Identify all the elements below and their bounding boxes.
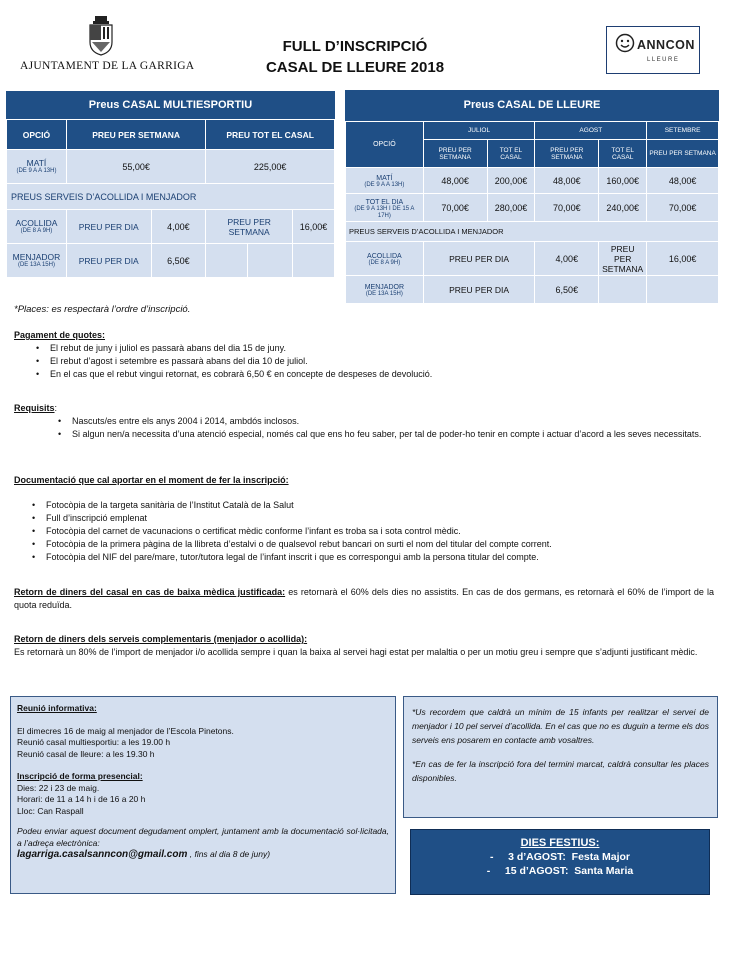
requirements-section <box>14 402 714 441</box>
logo-name: ANNCON <box>637 38 695 52</box>
title-line-1: FULL D’INSCRIPCIÓ <box>282 38 428 55</box>
menjador-day-price: 6,50€ <box>535 276 599 304</box>
month-agost: AGOST <box>535 122 647 140</box>
holiday-item: - 15 d’AGOST: Santa Maria <box>486 865 634 877</box>
section-heading: Requisits: <box>14 403 58 413</box>
mati-price: 48,00€ <box>647 168 719 194</box>
acollida-day-label: PREU PER DIA <box>423 242 535 276</box>
list-item: • Fotocòpia del NIF del pare/mare, tutor/tutora legal de l’infant inscrit i que es correspongui amb la persona titular del compte. <box>46 551 714 564</box>
tot-price: 70,00€ <box>535 194 599 222</box>
anncon-logo <box>606 26 700 74</box>
reminder-box <box>403 696 718 818</box>
col-option: OPCIÓ <box>7 120 67 150</box>
month-setembre: SETEMBRE <box>647 122 719 140</box>
list-item: • Nascuts/es entre els anys 2004 i 2014, ambdós inclosos. <box>72 415 714 428</box>
menjador-day-price: 6,50€ <box>151 244 206 278</box>
acollida-day-price: 4,00€ <box>151 210 206 244</box>
list-item: • Si algun nen/a necessita d’una atenció especial, només cal que ens ho feu saber, per tal de poder-ho tenir en compte i actuar d’acord a les seves necessitats. <box>72 428 714 441</box>
meeting-line: Reunió casal multiesportiu: a les 19.00 h <box>17 737 171 747</box>
late-registration-text: *En cas de fer la inscripció fora del termini marcat, caldrà consultar les places disponibles. <box>412 759 709 783</box>
section-heading: Retorn de diners dels serveis complementaris (menjador o acollida): <box>14 634 308 644</box>
row-acollida-label: ACOLLIDA (DE 8 A 9H) <box>7 210 67 244</box>
page-title <box>230 36 480 78</box>
tot-price: 240,00€ <box>599 194 647 222</box>
lleure-price-table <box>345 90 719 304</box>
col-total: PREU TOT EL CASAL <box>206 120 335 150</box>
acollida-day-label: PREU PER DIA <box>66 210 151 244</box>
list-item: • En el cas que el rebut vingui retornat, es cobrarà 6,50 € en concepte de despeses de devolució. <box>50 368 714 381</box>
month-juliol: JULIOL <box>423 122 535 140</box>
places-note: *Places: es respectarà l’ordre d’inscripció. <box>14 304 191 315</box>
multiesportiu-price-table <box>6 91 335 278</box>
acollida-week-price: 16,00€ <box>293 210 335 244</box>
refund-medical-section <box>14 586 714 612</box>
meeting-heading: Reunió informativa: <box>17 703 97 713</box>
tot-price: 70,00€ <box>647 194 719 222</box>
services-label: PREUS SERVEIS D’ACOLLIDA I MENJADOR <box>7 184 335 210</box>
section-text: es retornarà el 60% dels dies no assistits. En cas de dos germans, es retornarà el 60% de l’import de la quota reduïda. <box>14 587 715 610</box>
acollida-day-price: 4,00€ <box>535 242 599 276</box>
meeting-line: Reunió casal de lleure: a les 19.30 h <box>17 748 155 759</box>
list-item: • Fotocòpia de la targeta sanitària de l’Institut Català de la Salut <box>46 499 714 512</box>
holiday-item: - 3 d’AGOST: Festa Major <box>489 851 631 863</box>
empty-cell <box>206 244 248 278</box>
list-item: • Full d’inscripció emplenat <box>46 512 714 525</box>
row-acollida-label: ACOLLIDA (DE 8 A 9H) <box>346 242 424 276</box>
registration-hours: Horari: de 11 a 14 h i de 16 a 20 h <box>17 794 146 804</box>
sub-total: TOT EL CASAL <box>487 140 535 168</box>
list-item: • El rebut de juny i juliol es passarà abans del dia 15 de juny. <box>50 342 714 355</box>
sub-week: PREU PER SETMANA <box>423 140 487 168</box>
meeting-line: El dimecres 16 de maig al menjador de l’Escola Pinetons. <box>17 725 234 736</box>
title-line-2: CASAL DE LLEURE 2018 <box>265 59 445 76</box>
holidays-box <box>410 829 710 895</box>
registration-heading: Inscripció de forma presencial: <box>17 771 143 781</box>
council-name: AJUNTAMENT DE LA GARRIGA <box>20 60 195 72</box>
tot-price: 280,00€ <box>487 194 535 222</box>
sub-week: PREU PER SETMANA <box>535 140 599 168</box>
row-tot-label: TOT EL DIA (DE 9 A 13H I DE 15 A 17H) <box>346 194 424 222</box>
payment-section <box>14 329 714 381</box>
smiley-icon <box>615 33 635 53</box>
sub-week: PREU PER SETMANA <box>647 140 719 168</box>
coat-of-arms-icon <box>86 16 116 56</box>
mati-total-price: 225,00€ <box>206 150 335 184</box>
holidays-heading: DIES FESTIUS: <box>520 837 600 849</box>
empty-cell <box>293 244 335 278</box>
logo-subtitle: LLEURE <box>647 57 680 63</box>
section-heading: Pagament de quotes: <box>14 330 106 340</box>
reminder-text: *Us recordem que caldrà un mínim de 15 infants per realitzar el servei de menjador i 10 pel servei d’acollida. En el cas que no es duguin a terme els dos serveis ens posarem en contacte amb vosaltres. <box>412 707 709 745</box>
row-menjador-label: MENJADOR (DE 13A 15H) <box>346 276 424 304</box>
services-label: PREUS SERVEIS D’ACOLLIDA I MENJADOR <box>346 222 719 242</box>
col-week: PREU PER SETMANA <box>66 120 205 150</box>
empty-cell <box>647 276 719 304</box>
deadline-text: , fins al dia 8 de juny) <box>187 849 271 859</box>
acollida-week-label: PREU PER SETMANA <box>599 242 647 276</box>
refund-services-section <box>14 633 714 659</box>
table-title: Preus CASAL DE LLEURE <box>345 90 719 125</box>
empty-cell <box>248 244 293 278</box>
section-heading: Documentació que cal aportar en el moment de fer la inscripció: <box>14 475 289 485</box>
acollida-week-price: 16,00€ <box>647 242 719 276</box>
row-mati-label: MATÍ (DE 9 A A 13H) <box>346 168 424 194</box>
acollida-week-label: PREU PER SETMANA <box>206 210 293 244</box>
mati-price: 200,00€ <box>487 168 535 194</box>
table-title: Preus CASAL MULTIESPORTIU <box>6 91 335 119</box>
mati-price: 160,00€ <box>599 168 647 194</box>
menjador-day-label: PREU PER DIA <box>423 276 535 304</box>
list-item: • Fotocòpia de la primera pàgina de la llibreta d’estalvi o de qualsevol rebut bancari on surti el nom del titular del compte corrent. <box>46 538 714 551</box>
send-instructions: Podeu enviar aquest document degudament omplert, juntament amb la documentació sol·licitada, a l’adreça electrònica: <box>17 826 389 848</box>
menjador-day-label: PREU PER DIA <box>66 244 151 278</box>
sub-total: TOT EL CASAL <box>599 140 647 168</box>
email-link[interactable]: lagarriga.casalsanncon@gmail.com <box>17 849 188 860</box>
meeting-info-box <box>10 696 396 894</box>
mati-week-price: 55,00€ <box>66 150 205 184</box>
section-text: Es retornarà un 80% de l’import de menjador i/o acollida sempre i quan la baixa al servei hagi estat per malaltia o per un motiu greu i sempre que s’adjunti justificant mèdic. <box>14 647 698 657</box>
registration-place: Lloc: Can Raspall <box>17 805 84 816</box>
tot-price: 70,00€ <box>423 194 487 222</box>
email-line <box>17 849 389 861</box>
col-option: OPCIÓ <box>346 122 424 168</box>
list-item: • El rebut d’agost i setembre es passarà abans del dia 10 de juliol. <box>50 355 714 368</box>
mati-price: 48,00€ <box>535 168 599 194</box>
documentation-section <box>14 474 714 564</box>
list-item: • Fotocòpia del carnet de vacunacions o certificat mèdic conforme l’infant es troba sa i sota control mèdic. <box>46 525 714 538</box>
empty-cell <box>599 276 647 304</box>
section-heading: Retorn de diners del casal en cas de baixa mèdica justificada: <box>14 587 286 597</box>
registration-days: Dies: 22 i 23 de maig. <box>17 782 100 793</box>
row-mati-label: MATÍ (DE 9 A A 13H) <box>7 150 67 184</box>
row-menjador-label: MENJADOR (DE 13A 15H) <box>7 244 67 278</box>
mati-price: 48,00€ <box>423 168 487 194</box>
